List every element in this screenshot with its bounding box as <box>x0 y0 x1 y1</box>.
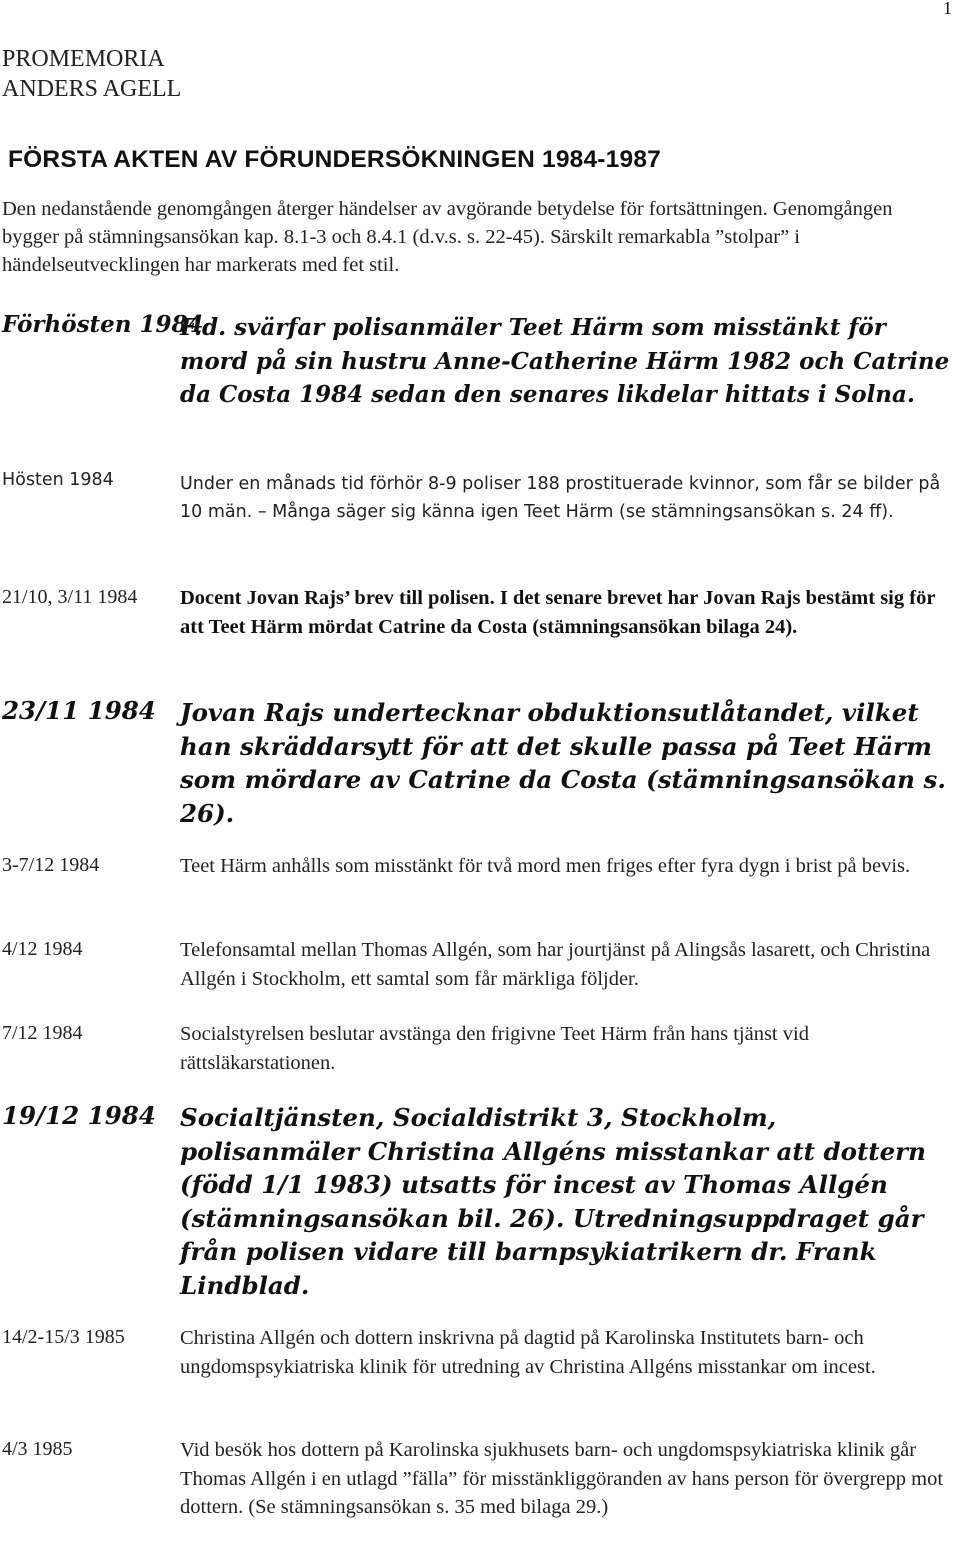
entry-date-hosten-1984: Hösten 1984 <box>2 470 114 490</box>
entry-date-4-3-1985: 4/3 1985 <box>2 1438 73 1460</box>
entry-date-19-12-1984: 19/12 1984 <box>2 1101 156 1130</box>
entry-date-rajs-letters: 21/10, 3/11 1984 <box>2 586 138 608</box>
entry-text-forhosten-1984: F.d. svärfar polisanmäler Teet Härm som misstänkt för mord på sin hustru Anne-Catherine Härm 1982 och Catrine da Costa 1984 sedan den senares likdelar hittats i Solna. <box>180 314 950 408</box>
entry-text-4-3-1985: Vid besök hos dottern på Karolinska sjukhusets barn- och ungdomspsykiatriska klinik går Thomas Allgén i en utlagd ”fälla” för misstänkliggöranden av hans person för övergrepp mot dottern. (Se stämningsansökan s. 35 med bilaga 29.) <box>180 1439 944 1518</box>
entry-date-3-7-12-1984: 3-7/12 1984 <box>2 854 100 876</box>
document-title: FÖRSTA AKTEN AV FÖRUNDERSÖKNINGEN 1984-1987 <box>8 146 661 173</box>
entry-date-7-12-1984: 7/12 1984 <box>2 1022 83 1044</box>
entry-text-19-12-1984: Socialtjänsten, Socialdistrikt 3, Stockholm, polisanmäler Christina Allgéns misstankar att dottern (född 1/1 1983) utsatts för incest av Thomas Allgén (stämningsansökan bil. 26). Utredningsuppdraget går från polisen vidare till barnpsykiatrikern dr. Frank Lindblad. <box>180 1103 926 1300</box>
entry-text-23-11-1984: Jovan Rajs undertecknar obduktionsutlåtandet, vilket han skräddarsytt för att det skulle passa på Teet Härm som mördare av Catrine da Costa (stämningsansökan s. 26). <box>180 698 946 828</box>
memo-header <box>2 44 181 104</box>
entry-date-forhosten-1984: Förhösten 1984 <box>2 311 204 338</box>
entry-text-hosten-1984: Under en månads tid förhör 8-9 poliser 188 prostituerade kvinnor, som får se bilder på 10 män. – Många säger sig känna igen Teet Härm (se stämningsansökan s. 24 ff). <box>180 474 941 522</box>
entry-date-23-11-1984: 23/11 1984 <box>2 696 156 725</box>
page-number: 1 <box>943 0 952 18</box>
memo-header-author: ANDERS AGELL <box>2 76 182 102</box>
entry-date-4-12-1984: 4/12 1984 <box>2 938 83 960</box>
entry-text-4-12-1984: Telefonsamtal mellan Thomas Allgén, som har jourtjänst på Alingsås lasarett, och Christina Allgén i Stockholm, ett samtal som får märkliga följder. <box>180 939 931 990</box>
entry-date-14-2-15-3-1985: 14/2-15/3 1985 <box>2 1326 125 1348</box>
entry-text-3-7-12-1984: Teet Härm anhålls som misstänkt för två mord men friges efter fyra dygn i brist på bevis. <box>180 855 911 877</box>
memo-header-type: PROMEMORIA <box>2 46 165 72</box>
entry-text-rajs-letters: Docent Jovan Rajs’ brev till polisen. I det senare brevet har Jovan Rajs bestämt sig för att Teet Härm mördat Catrine da Costa (stämningsansökan bilaga 24). <box>180 587 936 638</box>
entry-text-7-12-1984: Socialstyrelsen beslutar avstänga den frigivne Teet Härm från hans tjänst vid rättsläkarstationen. <box>180 1023 809 1074</box>
intro-paragraph: Den nedanstående genomgången återger händelser av avgörande betydelse för fortsättningen. Genomgången bygger på stämningsansökan kap. 8.1-3 och 8.4.1 (d.v.s. s. 22-45). Särskilt remarkabla ”stolpar” i händelseutvecklingen har markerats med fet stil. <box>2 198 893 276</box>
entry-text-14-2-15-3-1985: Christina Allgén och dottern inskrivna på dagtid på Karolinska Institutets barn- och ungdomspsykiatriska klinik för utredning av Christina Allgéns misstankar om incest. <box>180 1327 876 1378</box>
